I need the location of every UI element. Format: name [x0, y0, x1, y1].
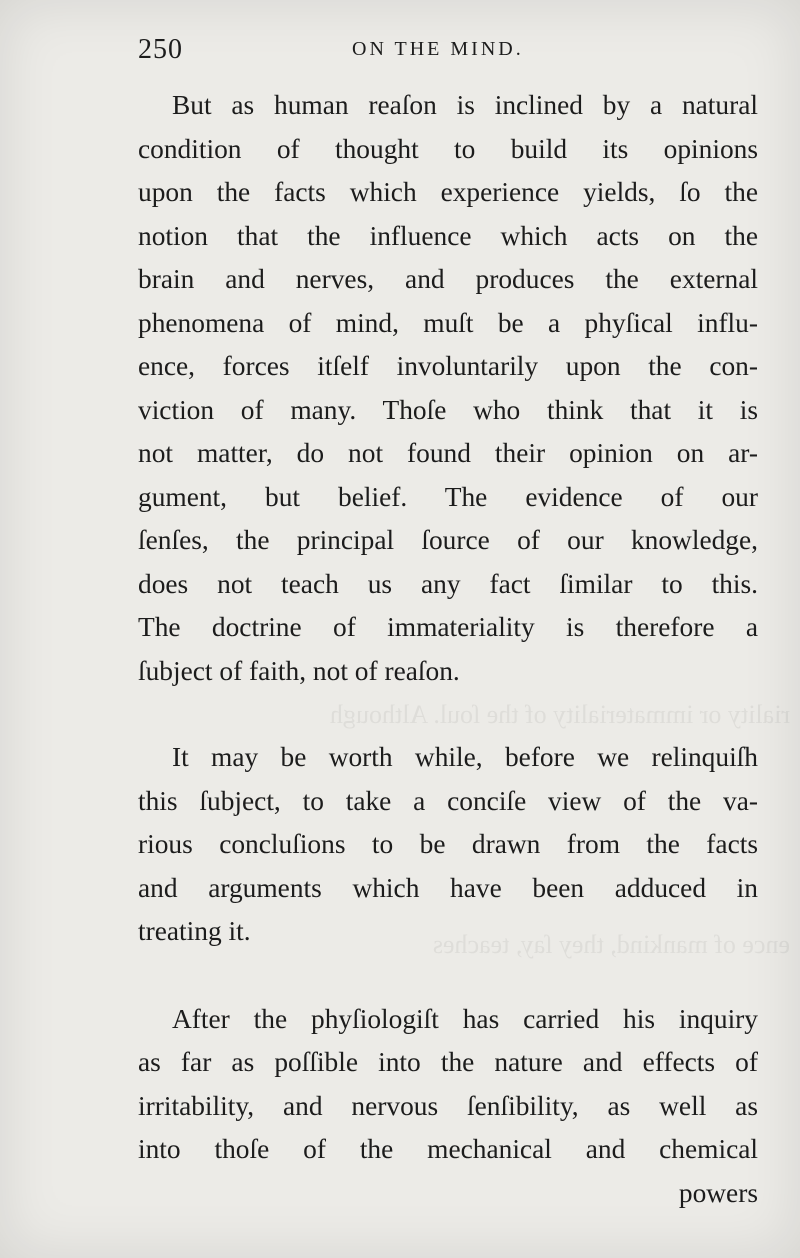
paragraph-spacer [138, 693, 758, 736]
bleed-through-decoration: riality or immateriality of the ſoul. Although [330, 700, 790, 729]
bleed-through-decoration: ence of mankind, they ſay, teaches [432, 930, 790, 959]
running-title: ON THE MIND. [352, 38, 524, 60]
text-line: into thoſe of the mechanical and chemical [138, 1134, 758, 1164]
paragraph [138, 736, 758, 954]
text-line: After the phyſiologiſt has carried his inquiry [172, 1003, 758, 1034]
text-line: and arguments which have been adduced in [138, 872, 758, 903]
body-text [138, 84, 758, 1215]
text-line: rious concluſions to be drawn from the facts [138, 829, 758, 859]
text-line: notion that the influence which acts on the [138, 220, 758, 251]
page-header [0, 26, 800, 70]
paragraph-spacer [138, 954, 758, 998]
text-line: ſubject of faith, not of reaſon. [138, 655, 460, 686]
text-line: viction of many. Thoſe who think that it is [138, 394, 758, 425]
text-line: ence, forces itſelf involuntarily upon the con- [138, 351, 758, 381]
text-line: as far as poſſible into the nature and effects of [138, 1047, 758, 1077]
text-line: But as human reaſon is inclined by a natural [172, 90, 758, 120]
text-line: does not teach us any fact ſimilar to this. [138, 568, 758, 599]
text-line: upon the facts which experience yields, ſo the [138, 177, 758, 207]
text-line: ſenſes, the principal ſource of our knowledge, [138, 525, 758, 555]
paragraph [138, 998, 758, 1216]
text-line: gument, but belief. The evidence of our [138, 481, 758, 512]
text-line: phenomena of mind, muſt be a phyſical influ- [138, 307, 758, 338]
text-line: treating it. [138, 916, 251, 946]
text-line: The doctrine of immateriality is therefore a [138, 612, 758, 642]
paragraph [138, 84, 758, 693]
text-line: not matter, do not found their opinion on ar- [138, 438, 758, 468]
text-line: condition of thought to build its opinions [138, 133, 758, 164]
text-line: It may be worth while, before we relinquiſh [172, 742, 758, 772]
text-line: irritability, and nervous ſenſibility, as well as [138, 1090, 758, 1121]
text-line: brain and nerves, and produces the external [138, 264, 758, 294]
text-line: this ſubject, to take a conciſe view of the va- [138, 785, 758, 816]
catchword: powers [678, 1177, 758, 1208]
page-number: 250 [138, 34, 183, 65]
